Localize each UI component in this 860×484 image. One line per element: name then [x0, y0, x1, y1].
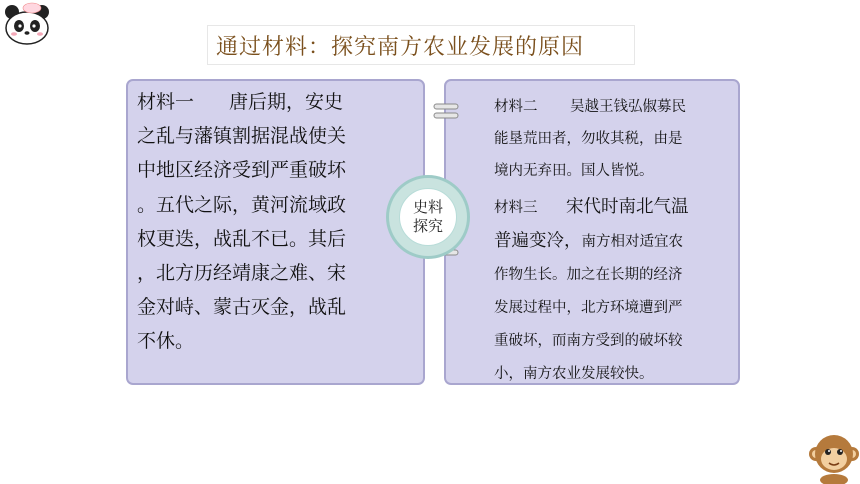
material-one-line: 之乱与藩镇割据混战使关: [137, 125, 347, 148]
badge-text: [408, 198, 448, 236]
material-three-label: 材料三: [494, 200, 538, 216]
badge-inner: [399, 188, 457, 246]
material-one-line: 唐后期，安史: [229, 91, 344, 113]
material-one-line: 。五代之际，黄河流域政: [137, 193, 347, 216]
material-two-three-card: [444, 79, 740, 385]
material-three-line: 作物生长。加之在长期的经济: [494, 267, 683, 283]
material-three-heading: 宋代时南北气温: [566, 197, 689, 217]
binder-ring-icon: [432, 103, 460, 119]
material-one-text: [137, 85, 385, 359]
material-two-block: [494, 91, 734, 187]
material-three-line: 南方相对适宜农: [581, 234, 683, 250]
history-inquiry-badge: [386, 175, 470, 259]
badge-line-2: 探究: [412, 217, 443, 235]
material-one-label: 材料一: [137, 91, 195, 113]
material-three-line: 小，南方农业发展较快。: [494, 366, 654, 382]
panda-icon: [2, 2, 54, 46]
material-two-line: 吴越王钱弘俶募民: [570, 99, 686, 115]
monkey-icon: [808, 430, 860, 484]
material-one-line: ，北方历经靖康之难、宋: [137, 262, 347, 285]
material-three-heading-2: 普遍变冷，: [494, 231, 582, 251]
material-one-line: 中地区经济受到严重破坏: [137, 159, 347, 182]
page-title: 通过材料：探究南方农业发展的原因: [216, 35, 585, 60]
material-one-line: 权更迭，战乱不已。其后: [137, 227, 347, 250]
material-two-label: 材料二: [494, 99, 538, 115]
material-two-line: 境内无弃田。国人皆悦。: [494, 163, 654, 179]
material-three-block: [494, 191, 734, 391]
material-one-line: 不休。: [137, 330, 195, 353]
badge-line-1: 史料: [412, 198, 443, 216]
material-three-line: 重破坏，而南方受到的破坏较: [494, 333, 683, 349]
material-two-line: 能垦荒田者，勿收其税，由是: [494, 131, 683, 147]
material-one-line: 金对峙、蒙古灭金，战乱: [137, 296, 347, 319]
title-box: [207, 25, 635, 65]
material-two-three-text: [494, 91, 734, 391]
material-three-line: 发展过程中，北方环境遭到严: [494, 300, 683, 316]
material-one-card: [126, 79, 425, 385]
